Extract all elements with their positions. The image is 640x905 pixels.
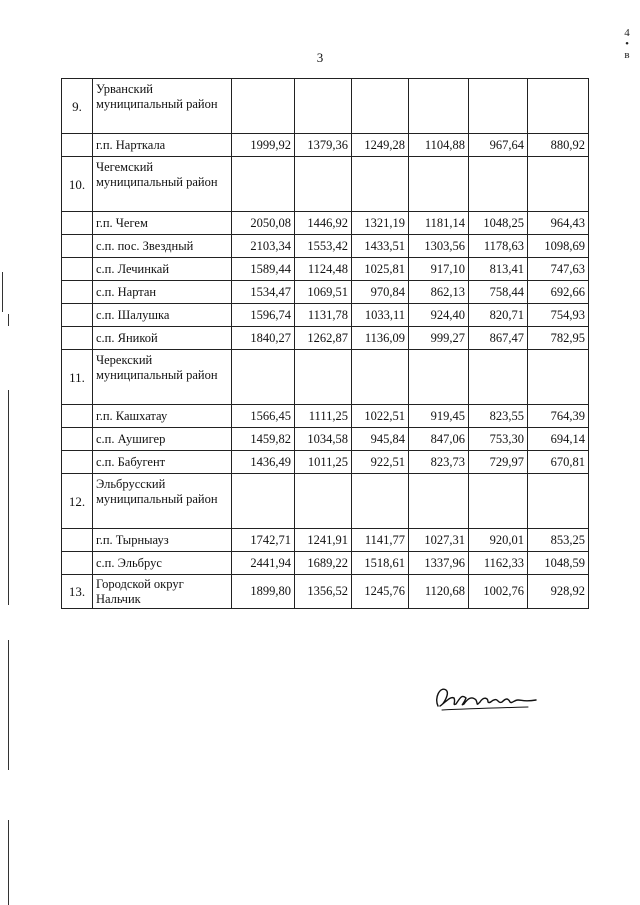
value-cell	[528, 474, 589, 529]
row-number	[62, 405, 93, 428]
value-cell: 1433,51	[352, 235, 409, 258]
value-cell: 1027,31	[409, 529, 469, 552]
value-cell: 1321,19	[352, 212, 409, 235]
row-number: 9.	[62, 79, 93, 134]
table-row	[62, 258, 589, 281]
scan-edge-line	[8, 390, 9, 605]
row-number	[62, 304, 93, 327]
value-cell: 1241,91	[295, 529, 352, 552]
district-header-row	[62, 79, 589, 134]
district-name: Чегемский муниципальный район	[93, 157, 232, 212]
value-cell: 1459,82	[232, 428, 295, 451]
value-cell: 1999,92	[232, 134, 295, 157]
table-row	[62, 552, 589, 575]
scan-edge-line	[8, 640, 9, 770]
settlement-name: с.п. Аушигер	[93, 428, 232, 451]
value-cell: 1596,74	[232, 304, 295, 327]
value-cell	[352, 79, 409, 134]
value-cell: 1534,47	[232, 281, 295, 304]
row-number	[62, 552, 93, 575]
row-number	[62, 281, 93, 304]
value-cell	[469, 350, 528, 405]
settlement-name: с.п. Эльбрус	[93, 552, 232, 575]
value-cell: 2050,08	[232, 212, 295, 235]
value-cell: 1048,25	[469, 212, 528, 235]
value-cell: 729,97	[469, 451, 528, 474]
value-cell	[469, 157, 528, 212]
value-cell	[528, 157, 589, 212]
page-number: 3	[316, 50, 324, 65]
table-row	[62, 575, 589, 609]
table-row	[62, 304, 589, 327]
value-cell: 1379,36	[295, 134, 352, 157]
table-row	[62, 405, 589, 428]
value-cell: 813,41	[469, 258, 528, 281]
value-cell: 670,81	[528, 451, 589, 474]
value-cell: 970,84	[352, 281, 409, 304]
value-cell: 999,27	[409, 327, 469, 350]
value-cell	[469, 79, 528, 134]
value-cell: 853,25	[528, 529, 589, 552]
value-cell: 782,95	[528, 327, 589, 350]
value-cell: 1104,88	[409, 134, 469, 157]
district-name: Эльбрусский муниципальный район	[93, 474, 232, 529]
value-cell: 1262,87	[295, 327, 352, 350]
value-cell	[409, 350, 469, 405]
value-cell	[232, 350, 295, 405]
district-header-row	[62, 157, 589, 212]
settlement-name: с.п. Лечинкай	[93, 258, 232, 281]
scan-edge-line	[2, 272, 3, 312]
value-cell: 764,39	[528, 405, 589, 428]
row-number	[62, 451, 93, 474]
value-cell: 1120,68	[409, 575, 469, 609]
row-number	[62, 134, 93, 157]
value-cell: 1245,76	[352, 575, 409, 609]
value-cell: 1011,25	[295, 451, 352, 474]
value-cell: 694,14	[528, 428, 589, 451]
settlement-name: с.п. Бабугент	[93, 451, 232, 474]
table-row	[62, 134, 589, 157]
value-cell: 880,92	[528, 134, 589, 157]
district-header-row	[62, 474, 589, 529]
settlement-name: с.п. пос. Звездный	[93, 235, 232, 258]
value-cell: 1131,78	[295, 304, 352, 327]
value-cell: 1141,77	[352, 529, 409, 552]
corner-mark: 4 • в	[624, 27, 630, 61]
scan-edge-line	[8, 820, 9, 905]
value-cell: 692,66	[528, 281, 589, 304]
row-number	[62, 258, 93, 281]
value-cell	[232, 474, 295, 529]
table-row	[62, 281, 589, 304]
value-cell: 1446,92	[295, 212, 352, 235]
value-cell	[528, 350, 589, 405]
value-cell: 1002,76	[469, 575, 528, 609]
value-cell: 1689,22	[295, 552, 352, 575]
value-cell: 1840,27	[232, 327, 295, 350]
value-cell	[352, 157, 409, 212]
table-row	[62, 212, 589, 235]
settlement-name: г.п. Тырныауз	[93, 529, 232, 552]
value-cell: 1249,28	[352, 134, 409, 157]
row-number: 11.	[62, 350, 93, 405]
row-number	[62, 235, 93, 258]
value-cell: 1589,44	[232, 258, 295, 281]
value-cell: 1436,49	[232, 451, 295, 474]
value-cell: 1356,52	[295, 575, 352, 609]
value-cell	[469, 474, 528, 529]
district-header-row	[62, 350, 589, 405]
district-name: Урванский муниципальный район	[93, 79, 232, 134]
settlement-name: г.п. Нарткала	[93, 134, 232, 157]
value-cell: 754,93	[528, 304, 589, 327]
value-cell: 823,73	[409, 451, 469, 474]
row-number	[62, 428, 93, 451]
value-cell: 867,47	[469, 327, 528, 350]
row-number: 12.	[62, 474, 93, 529]
value-cell: 758,44	[469, 281, 528, 304]
value-cell	[352, 474, 409, 529]
value-cell: 1111,25	[295, 405, 352, 428]
value-cell: 2441,94	[232, 552, 295, 575]
value-cell: 823,55	[469, 405, 528, 428]
value-cell: 1899,80	[232, 575, 295, 609]
value-cell: 1033,11	[352, 304, 409, 327]
value-cell: 753,30	[469, 428, 528, 451]
value-cell	[295, 474, 352, 529]
value-cell: 1124,48	[295, 258, 352, 281]
scan-edge-line	[8, 314, 9, 326]
table-row	[62, 428, 589, 451]
value-cell: 1034,58	[295, 428, 352, 451]
value-cell: 1069,51	[295, 281, 352, 304]
value-cell: 862,13	[409, 281, 469, 304]
value-cell: 1303,56	[409, 235, 469, 258]
table-row	[62, 529, 589, 552]
value-cell	[409, 79, 469, 134]
value-cell	[295, 157, 352, 212]
value-cell	[528, 79, 589, 134]
settlement-name: с.п. Нартан	[93, 281, 232, 304]
tariff-table	[61, 78, 589, 609]
row-number: 13.	[62, 575, 93, 609]
row-number	[62, 212, 93, 235]
value-cell: 924,40	[409, 304, 469, 327]
settlement-name: с.п. Яникой	[93, 327, 232, 350]
settlement-name: г.п. Кашхатау	[93, 405, 232, 428]
value-cell: 1025,81	[352, 258, 409, 281]
value-cell: 1162,33	[469, 552, 528, 575]
signature	[432, 680, 542, 716]
table-row	[62, 235, 589, 258]
value-cell	[232, 79, 295, 134]
value-cell: 967,64	[469, 134, 528, 157]
district-name: Черекский муниципальный район	[93, 350, 232, 405]
row-number: 10.	[62, 157, 93, 212]
value-cell	[409, 474, 469, 529]
value-cell: 2103,34	[232, 235, 295, 258]
value-cell: 920,01	[469, 529, 528, 552]
value-cell: 1742,71	[232, 529, 295, 552]
value-cell: 1048,59	[528, 552, 589, 575]
value-cell: 1022,51	[352, 405, 409, 428]
value-cell: 922,51	[352, 451, 409, 474]
value-cell: 919,45	[409, 405, 469, 428]
settlement-name: Городской округ Нальчик	[93, 575, 232, 609]
value-cell: 945,84	[352, 428, 409, 451]
value-cell: 1181,14	[409, 212, 469, 235]
value-cell: 964,43	[528, 212, 589, 235]
table-row	[62, 451, 589, 474]
settlement-name: с.п. Шалушка	[93, 304, 232, 327]
value-cell: 1178,63	[469, 235, 528, 258]
value-cell	[232, 157, 295, 212]
value-cell: 847,06	[409, 428, 469, 451]
value-cell: 820,71	[469, 304, 528, 327]
value-cell: 747,63	[528, 258, 589, 281]
table-row	[62, 327, 589, 350]
value-cell: 917,10	[409, 258, 469, 281]
value-cell: 1566,45	[232, 405, 295, 428]
value-cell: 928,92	[528, 575, 589, 609]
row-number	[62, 529, 93, 552]
value-cell: 1098,69	[528, 235, 589, 258]
value-cell: 1136,09	[352, 327, 409, 350]
value-cell	[295, 350, 352, 405]
value-cell: 1337,96	[409, 552, 469, 575]
value-cell: 1518,61	[352, 552, 409, 575]
row-number	[62, 327, 93, 350]
value-cell	[352, 350, 409, 405]
value-cell: 1553,42	[295, 235, 352, 258]
value-cell	[409, 157, 469, 212]
settlement-name: г.п. Чегем	[93, 212, 232, 235]
value-cell	[295, 79, 352, 134]
